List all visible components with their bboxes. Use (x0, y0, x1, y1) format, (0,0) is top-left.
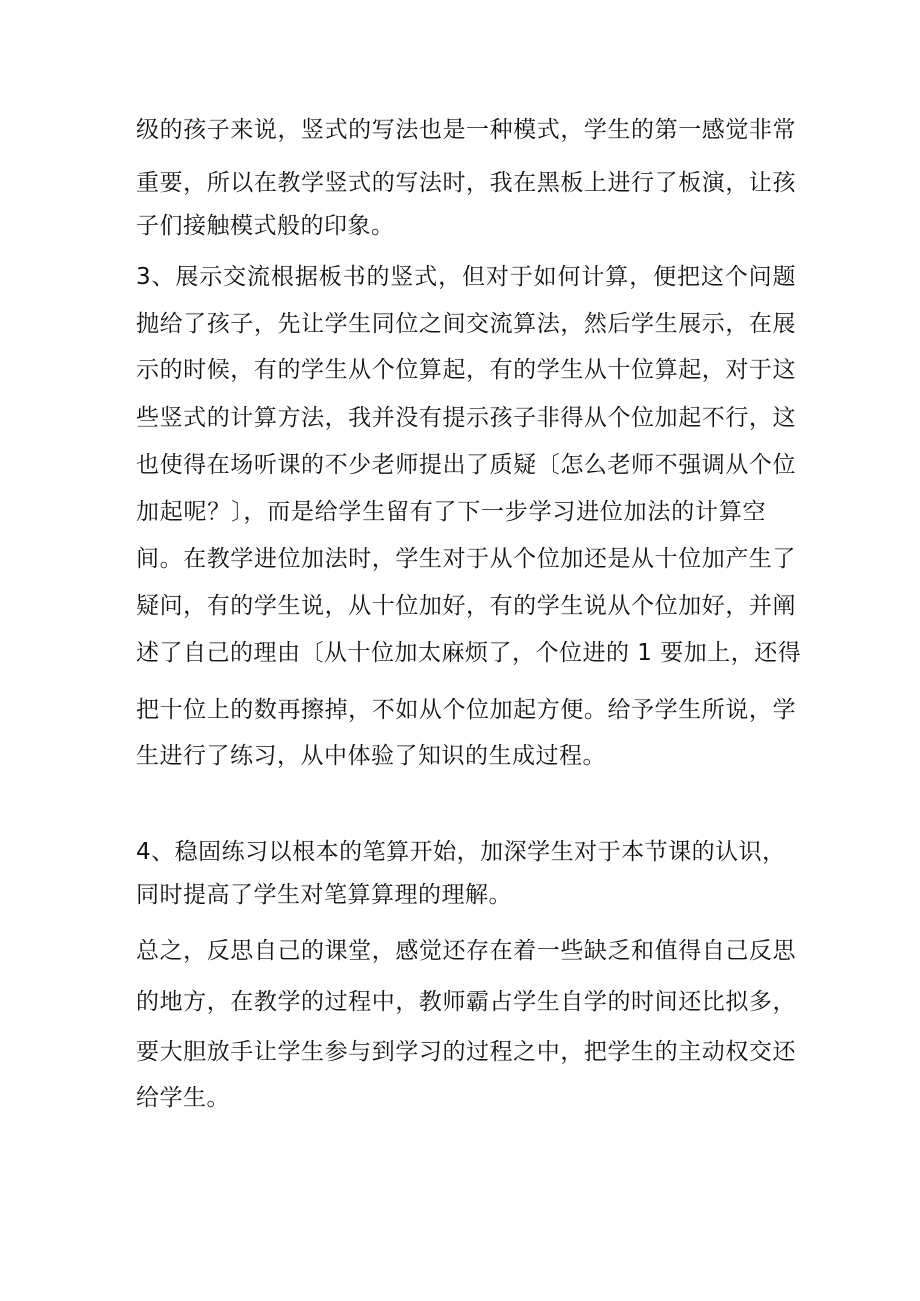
text-line: 的地方，在教学的过程中，教师霸占学生自学的时间还比拟多， (136, 989, 796, 1015)
text-line: 疑问，有的学生说，从十位加好，有的学生说从个位加好，并阐 (136, 593, 796, 619)
text-line: 给学生。 (136, 1085, 230, 1111)
text-line: 抛给了孩子，先让学生同位之间交流算法，然后学生展示，在展 (136, 311, 796, 337)
text-line: 示的时候，有的学生从个位算起，有的学生从十位算起，对于这 (136, 357, 796, 383)
text-line: 重要，所以在教学竖式的写法时，我在黑板上进行了板演，让孩 (136, 170, 796, 196)
text-line: 些竖式的计算方法，我并没有提示孩子非得从个位加起不行，这 (136, 405, 796, 431)
text-line: 总之，反思自己的课堂，感觉还存在着一些缺乏和值得自己反思 (136, 938, 796, 964)
text-line: 间。在教学进位加法时，学生对于从个位加还是从十位加产生了 (136, 546, 796, 572)
text-line: 也使得在场听课的不少老师提出了质疑〔怎么老师不强调从个位 (136, 452, 796, 478)
text-line: 级的孩子来说，竖式的写法也是一种模式，学生的第一感觉非常 (136, 117, 796, 143)
text-line: 加起呢？〕，而是给学生留有了下一步学习进位加法的计算空 (136, 499, 766, 525)
text-line: 同时提高了学生对笔算算理的理解。 (136, 882, 512, 908)
text-line: 生进行了练习，从中体验了知识的生成过程。 (136, 743, 606, 769)
text-line: 要大胆放手让学生参与到学习的过程之中，把学生的主动权交还 (136, 1039, 796, 1065)
text-line: 4、稳固练习以根本的笔算开始，加深学生对于本节课的认识， (136, 839, 786, 865)
text-line: 述了自己的理由〔从十位加太麻烦了，个位进的 1 要加上，还得 (136, 640, 802, 666)
text-line: 3、展示交流根据板书的竖式，但对于如何计算，便把这个问题 (136, 264, 796, 290)
text-line: 子们接触模式般的印象。 (136, 213, 395, 239)
text-line: 把十位上的数再擦掉，不如从个位加起方便。给予学生所说，学 (136, 697, 796, 723)
